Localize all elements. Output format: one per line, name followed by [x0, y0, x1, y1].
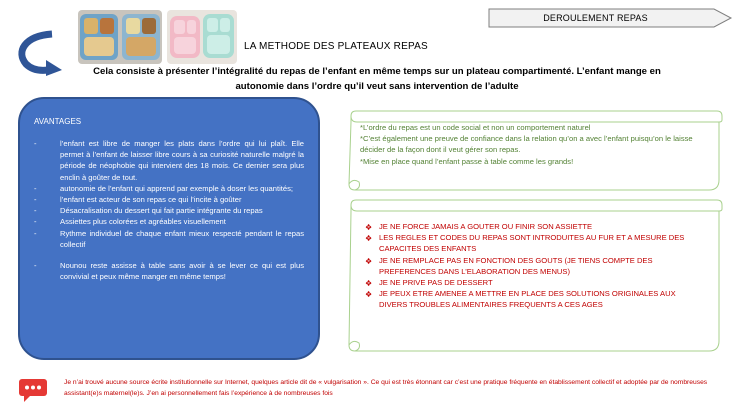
advantage-item: - l’enfant est acteur de son repas ce qui l’incite à goûter: [34, 194, 304, 205]
advantages-panel: [18, 97, 320, 360]
principle-item: ❖ LES REGLES ET CODES DU REPAS SONT INTRODUITES AU FUR ET A MESURE DES CAPACITES DES ENFANTS: [365, 233, 685, 254]
advantage-item: - Rythme individuel de chaque enfant mieux respecté pendant le repas collectif: [34, 228, 304, 250]
diamond-bullet-icon: ❖: [365, 290, 373, 300]
advantage-item: - Désacralisation du dessert qui fait partie intégrante du repas: [34, 205, 304, 216]
footer-note: Je n’ai trouvé aucune source écrite institutionnelle sur Internet, quelques article dit de « vulgarisation ». Ce qui est très étonnant car c’est une pratique fréquente en établissement collectif et adoptée par de nombreuses assistant(e)s maternel(le)s. J’en ai personnellement fais l’expérience à de nombreuses fois: [64, 379, 708, 397]
diamond-bullet-icon: ❖: [365, 223, 373, 232]
principle-item: ❖ JE NE REMPLACE PAS EN FONCTION DES GOUTS (JE TIENS COMPTE DES PREFERENCES DANS L’ELABORATION DES MENUS): [365, 255, 653, 276]
advantage-item: - Assiettes plus colorées et agréables visuellement: [34, 216, 304, 227]
principles-list: [365, 221, 705, 311]
diamond-bullet-icon: ❖: [365, 256, 373, 266]
advantage-item: - l’enfant est libre de manger les plats dans l’ordre qui lui plaît. Elle permet à l’enfant de laisser libre cours à sa curiosité naturelle malgré la période de néophobie qui intervient des 18 mois. Ce dernier sera plus enclin à goûter de tout.: [34, 138, 304, 183]
advantage-item: - Nounou reste assisse à table sans avoir à se lever ce qui est plus convivial et peux même manger en même temps!: [34, 260, 304, 282]
principles-scroll: [347, 199, 724, 353]
notes-text: [360, 122, 700, 167]
note-line: *C’est également une preuve de confiance dans la relation qu’on a avec l’enfant puisqu’on le laisse décider de la façon dont il veut gérer son repas.: [360, 134, 693, 155]
principle-item: ❖ JE PEUX ETRE AMENEE A METTRE EN PLACE DES SOLUTIONS ORIGINALES AUX DIVERS TROUBLES ALIMENTAIRES FREQUENTS A CES AGES: [365, 289, 676, 310]
principle-item: ❖ JE NE PRIVE PAS DE DESSERT: [365, 278, 493, 289]
tray-photo-1: [78, 10, 162, 64]
diamond-bullet-icon: ❖: [365, 279, 373, 289]
tray-photo-2: [167, 10, 237, 64]
advantages-heading: AVANTAGES: [34, 117, 82, 126]
note-line: *L’ordre du repas est un code social et non un comportement naturel: [360, 123, 591, 132]
page-subtitle: Cela consiste à présenter l’intégralité du repas de l’enfant en même temps sur un plateau compartimenté. L’enfant mange en autonomie dans l’ordre qu’il veut sans intervention de l’adulte: [93, 66, 661, 92]
page-title: LA METHODE DES PLATEAUX REPAS: [244, 41, 428, 52]
chat-bubble-icon: [18, 378, 48, 402]
diamond-bullet-icon: ❖: [365, 234, 373, 244]
section-tab: [488, 8, 733, 28]
curved-arrow-icon: [14, 30, 66, 76]
note-line: *Mise en place quand l’enfant passe à table comme les grands!: [360, 156, 574, 166]
principle-item: ❖ JE NE FORCE JAMAIS A GOUTER OU FINIR SON ASSIETTE: [365, 222, 593, 232]
advantage-item: - autonomie de l’enfant qui apprend par exemple à doser les quantités;: [34, 183, 304, 194]
advantages-list: [34, 138, 304, 282]
section-tab-label: DEROULEMENT REPAS: [543, 13, 648, 23]
notes-scroll: [347, 110, 724, 192]
